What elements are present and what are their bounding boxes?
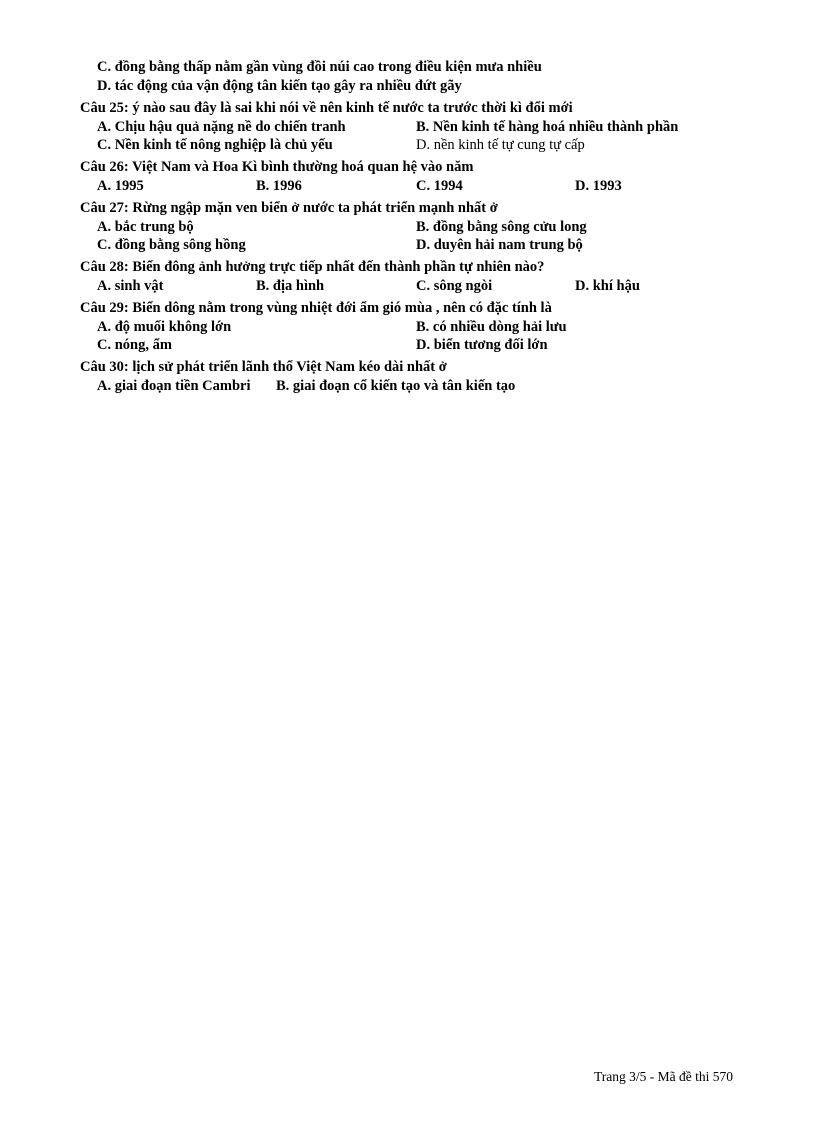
question-26-option-a: A. 1995 (97, 178, 144, 194)
question-25-option-c: C. Nền kinh tế nông nghiệp là chủ yếu (97, 137, 333, 153)
question-28-option-c: C. sông ngòi (416, 278, 493, 294)
page-footer: Trang 3/5 - Mã đề thi 570 (594, 1069, 733, 1084)
question-29-stem: Câu 29: Biển dông nằm trong vùng nhiệt đới ẩm gió mùa , nên có đặc tính là (80, 300, 552, 316)
question-29-option-a: A. độ muối không lớn (97, 319, 232, 335)
question-27-option-a: A. bắc trung bộ (97, 219, 194, 235)
question-26-option-b: B. 1996 (256, 178, 302, 194)
question-25-stem: Câu 25: ý nào sau đây là sai khi nói về nên kinh tế nước ta trước thời kì đổi mới (80, 100, 573, 116)
question-25-option-d: D. nền kinh tế tự cung tự cấp (416, 137, 585, 153)
question-28-option-b: B. địa hình (256, 278, 325, 294)
question-25-option-b: B. Nền kinh tế hàng hoá nhiều thành phần (416, 119, 679, 135)
question-30-option-a: A. giai đoạn tiền Cambri (97, 378, 251, 394)
question-26-option-c: C. 1994 (416, 178, 463, 194)
question-29-option-c: C. nóng, ẩm (97, 337, 172, 353)
question-30-option-b: B. giai đoạn cổ kiến tạo và tân kiến tạo (276, 378, 516, 394)
question-29-option-d: D. biển tương đối lớn (416, 337, 548, 353)
question-28-stem: Câu 28: Biển đông ảnh hưởng trực tiếp nhất đến thành phần tự nhiên nào? (80, 259, 545, 275)
question-28-option-d: D. khí hậu (575, 278, 640, 294)
option-c-prev: C. đồng bằng thấp nằm gần vùng đồi núi cao trong điều kiện mưa nhiều (97, 59, 542, 75)
question-27-stem: Câu 27: Rừng ngập mặn ven biển ở nước ta phát triển mạnh nhất ở (80, 200, 498, 216)
question-26-stem: Câu 26: Việt Nam và Hoa Kì bình thường hoá quan hệ vào năm (80, 159, 474, 175)
question-30-stem: Câu 30: lịch sử phát triển lãnh thổ Việt Nam kéo dài nhất ở (80, 359, 447, 375)
option-d-prev: D. tác động của vận động tân kiến tạo gây ra nhiều đứt gãy (97, 78, 462, 94)
question-29-option-b: B. có nhiều dòng hải lưu (416, 319, 567, 335)
question-26-option-d: D. 1993 (575, 178, 622, 194)
question-27-option-b: B. đồng bằng sông cửu long (416, 219, 587, 235)
question-28-option-a: A. sinh vật (97, 278, 164, 294)
question-25-option-a: A. Chịu hậu quả nặng nề do chiến tranh (97, 119, 346, 135)
question-27-option-d: D. duyên hải nam trung bộ (416, 237, 583, 253)
question-27-option-c: C. đồng bằng sông hồng (97, 237, 246, 253)
